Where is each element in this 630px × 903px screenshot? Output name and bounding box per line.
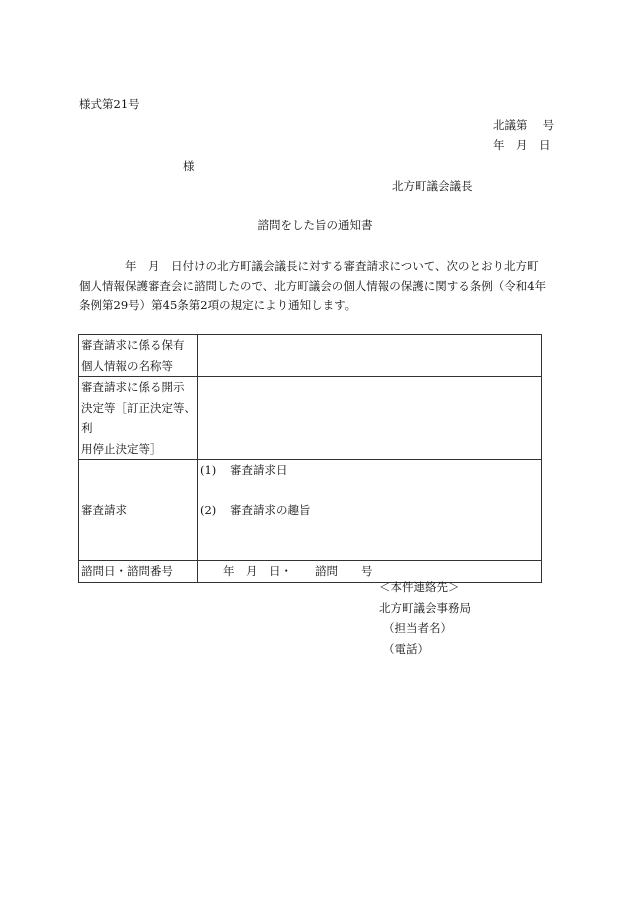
table-label-cell: [79, 561, 198, 583]
table-row: [79, 335, 542, 377]
body-line: 個人情報保護審査会に諮問したので、北方町議会の個人情報の保護に関する条例（令和4年: [79, 278, 547, 293]
label-line: 審査請求に係る保有: [81, 338, 185, 352]
label-line: 審査請求: [81, 502, 127, 517]
body-line: 年 月 日付けの北方町議会議長に対する審査請求について、次のとおり北方町: [79, 259, 539, 273]
sub-item-number: (2): [200, 502, 217, 517]
inquiry-date-number: 年 月 日・ 諮問 号: [200, 564, 373, 578]
label-line: 諮問日・諮問番号: [81, 564, 173, 578]
sub-item-text: 審査請求の趣旨: [230, 502, 311, 517]
table-row: [79, 377, 542, 460]
sub-item-number: (1): [200, 463, 217, 477]
table-value-cell: [198, 335, 542, 377]
reference-number: 北議第 号: [493, 118, 555, 132]
sub-item: [200, 460, 541, 481]
label-line: 決定等［訂正決定等、利: [81, 400, 196, 435]
sub-item: [200, 500, 541, 521]
form-number: 様式第21号: [79, 97, 140, 111]
body-line: 条例第29号）第45条第2項の規定により通知します。: [79, 298, 357, 312]
table-row: [79, 561, 542, 583]
details-table: [78, 334, 542, 583]
contact-phone: （電話）: [383, 641, 429, 656]
contact-heading: ＜本件連絡先＞: [379, 580, 460, 594]
label-line: 用停止決定等］: [81, 441, 162, 456]
document-title: 諮問をした旨の通知書: [257, 218, 373, 232]
label-line: 個人情報の名称等: [81, 358, 173, 373]
issue-date: 年 月 日: [493, 138, 551, 152]
contact-block: [379, 577, 471, 659]
sub-item-text: 審査請求日: [230, 463, 288, 477]
table-label-cell: [79, 460, 198, 561]
sender: 北方町議会議長: [392, 179, 473, 193]
contact-office: 北方町議会事務局: [379, 600, 471, 615]
contact-person: （担当者名）: [383, 621, 452, 635]
table-label-cell: [79, 335, 198, 377]
table-value-cell: [198, 377, 542, 460]
table-row: [79, 460, 542, 561]
table-value-cell: [198, 460, 542, 561]
table-label-cell: [79, 377, 198, 460]
body-paragraph: [79, 257, 554, 316]
table-value-cell: [198, 561, 542, 583]
addressee: 様: [183, 159, 195, 173]
label-line: 審査請求に係る開示: [81, 380, 185, 394]
